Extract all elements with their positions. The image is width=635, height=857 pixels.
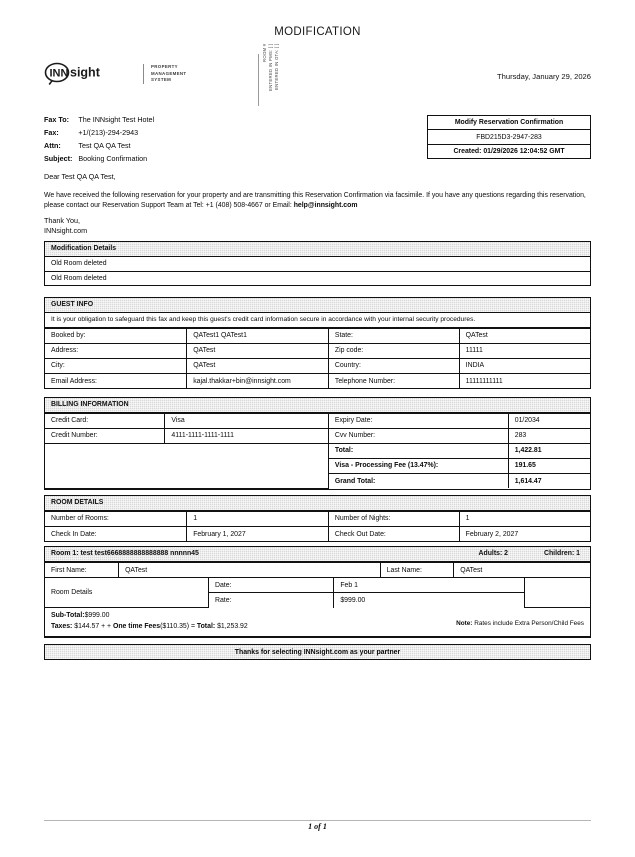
subtotal-label: Sub-Total: — [51, 612, 85, 620]
modification-details-panel — [44, 241, 591, 286]
last-name-value: QATest — [454, 562, 590, 577]
vertical-room-label: ROOM # — [262, 44, 267, 63]
state-label: State: — [328, 328, 459, 343]
fax-to-row — [44, 114, 154, 127]
telephone-value: 11111111111 — [459, 373, 590, 388]
room-1-totals-left — [51, 611, 248, 632]
city-value: QATest — [187, 358, 329, 373]
table-row — [45, 578, 590, 593]
room-details-cell-label: Room Details — [45, 578, 209, 608]
room-1-panel — [44, 546, 591, 638]
vertical-divider-line — [258, 54, 259, 106]
vertical-ota-label: ENTERED IN OTA: [ ] — [274, 44, 279, 91]
logo-tagline — [143, 64, 186, 84]
confirmation-heading: Modify Reservation Confirmation — [428, 116, 590, 130]
billing-information-heading — [45, 398, 590, 413]
table-row — [45, 428, 590, 443]
subject-value: Booking Confirmation — [78, 154, 148, 164]
first-name-label: First Name: — [45, 562, 119, 577]
billing-information-panel — [44, 397, 591, 490]
footer-divider — [44, 820, 591, 821]
innsight-logo — [44, 62, 186, 86]
billing-empty-cell — [45, 443, 328, 488]
logo-tagline-line3: SYSTEM — [151, 77, 172, 83]
svg-text:sight: sight — [70, 65, 100, 80]
room-1-note — [456, 611, 584, 627]
room-1-adults: Adults: 2 — [478, 550, 508, 558]
confirmation-created: Created: 01/29/2026 12:04:52 GMT — [453, 147, 565, 155]
taxes-label: Taxes: — [51, 622, 73, 630]
table-row — [45, 562, 590, 577]
attn-row — [44, 140, 154, 153]
table-row — [45, 526, 590, 541]
room-1-totals — [45, 608, 590, 637]
email-value: kajal.thakkar+bin@innsight.com — [187, 373, 329, 388]
room-1-children: Children: 1 — [544, 550, 580, 558]
check-out-label: Check Out Date: — [328, 526, 459, 541]
cvv-label: Cvv Number: — [328, 428, 508, 443]
email-label: Email Address: — [45, 373, 187, 388]
room-1-rate-table — [45, 577, 590, 608]
fax-header-block — [44, 114, 154, 167]
zip-label: Zip code: — [328, 343, 459, 358]
city-label: City: — [45, 358, 187, 373]
total-label: Total: — [328, 443, 508, 458]
zip-value: 11111 — [459, 343, 590, 358]
note-label: Note: — [456, 620, 473, 628]
subtotal-value: $999.00 — [84, 612, 110, 620]
credit-card-value: Visa — [165, 413, 329, 428]
taxes-total-value: $1,253.92 — [215, 622, 248, 630]
logo-mark — [44, 62, 136, 86]
svg-text:INN: INN — [49, 67, 69, 80]
check-out-value: February 2, 2027 — [459, 526, 590, 541]
signoff-line2: INNsight.com — [44, 226, 88, 236]
room-1-title: Room 1: test test6668888888888888 nnnnn45 — [51, 550, 199, 558]
room-details-table — [45, 511, 590, 542]
fax-to-value: The INNsight Test Hotel — [78, 115, 155, 124]
signoff-line1: Thank You, — [44, 216, 80, 225]
modification-details-title: Modification Details — [51, 245, 117, 253]
check-in-label: Check In Date: — [45, 526, 187, 541]
guest-info-table — [45, 328, 590, 389]
address-value: QATest — [187, 343, 329, 358]
innsight-wordmark-icon — [44, 62, 136, 86]
last-name-label: Last Name: — [380, 562, 454, 577]
fax-label: Fax: — [44, 128, 59, 138]
partner-thanks-banner — [44, 644, 591, 660]
vertical-stamp-marks — [258, 44, 279, 106]
processing-fee-label: Visa - Processing Fee (13.47%): — [328, 458, 508, 473]
cvv-value: 283 — [508, 428, 590, 443]
room-details-heading — [45, 496, 590, 511]
taxes-total-label: Total: — [196, 622, 216, 630]
date-value: Feb 1 — [334, 578, 525, 593]
grand-total-value: 1,614.47 — [508, 473, 590, 488]
subject-row — [44, 153, 154, 166]
table-row — [45, 373, 590, 388]
booked-by-label: Booked by: — [45, 328, 187, 343]
processing-fee-value: 191.65 — [508, 458, 590, 473]
guest-info-heading — [45, 298, 590, 313]
credit-card-label: Credit Card: — [45, 413, 165, 428]
confirmation-code: FBD215D3-2947-283 — [428, 130, 590, 144]
room-details-title: ROOM DETAILS — [51, 499, 104, 507]
room-1-name-table — [45, 562, 590, 578]
logo-tagline-line1: PROPERTY — [151, 63, 178, 69]
fax-value: +1/(213)-294-2943 — [78, 128, 139, 138]
number-of-rooms-value: 1 — [187, 511, 329, 526]
one-time-fees-label: One time Fees — [112, 622, 161, 630]
fax-to-label: Fax To: — [44, 115, 70, 124]
check-in-value: February 1, 2027 — [187, 526, 329, 541]
document-date: Thursday, January 29, 2026 — [497, 72, 591, 81]
credit-number-label: Credit Number: — [45, 428, 165, 443]
confirmation-box — [427, 115, 591, 159]
page-title: MODIFICATION — [274, 26, 361, 38]
modification-details-heading — [45, 242, 590, 257]
salutation: Dear Test QA QA Test, — [44, 172, 116, 181]
number-of-nights-label: Number of Nights: — [328, 511, 459, 526]
modification-entry-2: Old Room deleted — [51, 274, 107, 282]
telephone-label: Telephone Number: — [328, 373, 459, 388]
table-row — [45, 413, 590, 428]
country-label: Country: — [328, 358, 459, 373]
date-label: Date: — [209, 578, 334, 593]
table-row — [45, 343, 590, 358]
address-label: Address: — [45, 343, 187, 358]
letter-body-text: We have received the following reservation for your property and are transmitting this Reservation Confirmation via facsimile. If you have any questions regarding this reservation, please contact our Reservation Support Team at Tel: +1 (408) 508-4667 or Email: — [44, 192, 586, 209]
number-of-nights-value: 1 — [459, 511, 590, 526]
modification-entry-1: Old Room deleted — [45, 257, 590, 272]
signoff — [44, 216, 87, 237]
taxes-line — [51, 622, 248, 632]
expiry-date-value: 01/2034 — [508, 413, 590, 428]
booked-by-value: QATest1 QATest1 — [187, 328, 329, 343]
taxes-amount: $144.57 + + — [72, 622, 113, 630]
grand-total-label: Grand Total: — [328, 473, 508, 488]
country-value: INDIA — [459, 358, 590, 373]
footer-page-number: 1 of 1 — [308, 822, 327, 831]
table-row — [45, 511, 590, 526]
state-value: QATest — [459, 328, 590, 343]
expiry-date-label: Expiry Date: — [328, 413, 508, 428]
credit-number-value: 4111-1111-1111-1111 — [165, 428, 329, 443]
table-row — [45, 328, 590, 343]
rate-spacer-cell — [525, 578, 590, 608]
guest-info-disclaimer: It is your obligation to safeguard this fax and keep this guest's credit card information secure in accordance with your internal security procedures. — [45, 313, 590, 328]
guest-info-title: GUEST INFO — [51, 301, 94, 309]
vertical-pms-label: ENTERED IN PMS: [ ] — [268, 44, 273, 92]
subject-label: Subject: — [44, 154, 73, 164]
guest-info-panel — [44, 297, 591, 389]
note-text: Rates include Extra Person/Child Fees — [472, 620, 584, 628]
first-name-value: QATest — [119, 562, 381, 577]
one-time-fees-value: ($110.35) = — [160, 622, 197, 630]
billing-information-table — [45, 413, 590, 489]
letter-body — [44, 191, 591, 211]
support-email: help@innsight.com — [293, 202, 358, 209]
attn-value: Test QA QA Test — [78, 141, 131, 151]
subtotal-line — [51, 611, 248, 621]
logo-tagline-line2: MANAGEMENT — [151, 70, 187, 76]
partner-thanks-text: Thanks for selecting INNsight.com as your partner — [234, 648, 401, 656]
billing-information-title: BILLING INFORMATION — [51, 401, 129, 409]
room-1-heading — [45, 547, 590, 562]
table-row — [45, 358, 590, 373]
rate-value: $999.00 — [334, 593, 525, 608]
total-value: 1,422.81 — [508, 443, 590, 458]
table-row — [45, 443, 590, 458]
rate-label: Rate: — [209, 593, 334, 608]
number-of-rooms-label: Number of Rooms: — [45, 511, 187, 526]
room-1-occupancy — [479, 550, 584, 557]
fax-number-row — [44, 127, 154, 140]
attn-label: Attn: — [44, 141, 61, 151]
room-details-panel — [44, 495, 591, 542]
